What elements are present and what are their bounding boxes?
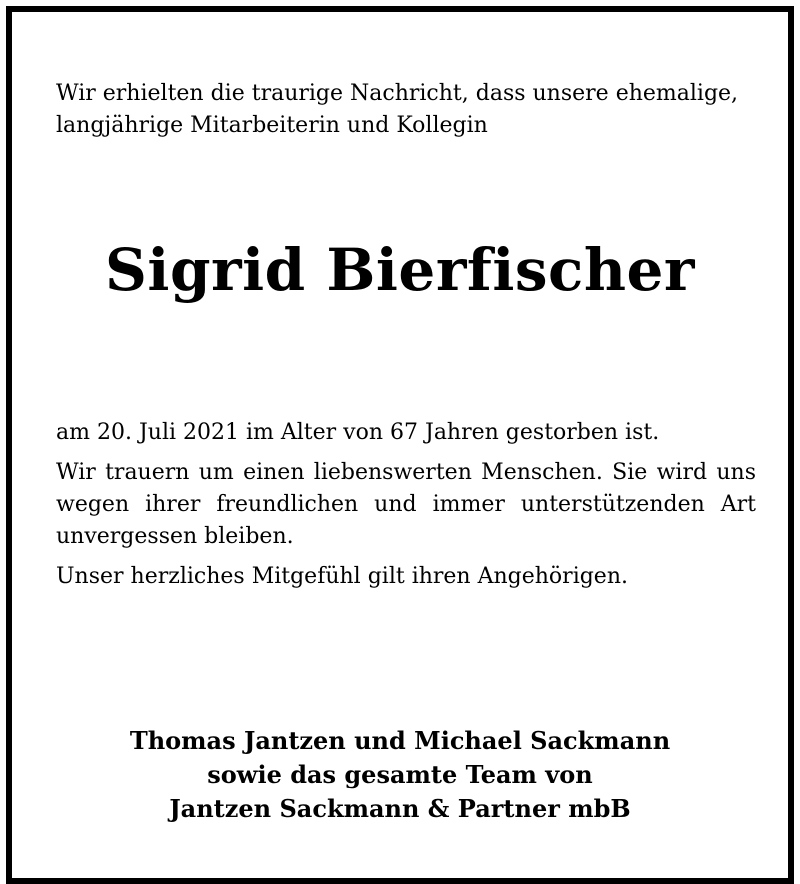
- signature-block: [12, 724, 788, 826]
- intro-line-2: langjährige Mitarbeiterin und Kollegin: [56, 113, 488, 138]
- intro-text: [56, 78, 756, 142]
- signature-line-1: Thomas Jantzen und Michael Sackmann: [129, 726, 671, 755]
- signature-line-3: Jantzen Sackmann & Partner mbB: [169, 794, 631, 823]
- signature-line-2: sowie das gesamte Team von: [207, 760, 593, 789]
- obituary-notice: [6, 6, 794, 884]
- condolence-line: Unser herzliches Mitgefühl gilt ihren Angehörigen.: [56, 564, 628, 589]
- notice-body: [56, 417, 756, 601]
- tribute-paragraph: Wir trauern um einen liebenswerten Menschen. Sie wird uns wegen ihrer freundlichen und immer unterstützenden Art unvergessen bleiben.: [56, 460, 756, 549]
- intro-line-1: Wir erhielten die traurige Nachricht, dass unsere ehemalige,: [56, 81, 739, 106]
- deceased-name: Sigrid Bierfischer: [105, 236, 695, 304]
- death-date-line: am 20. Juli 2021 im Alter von 67 Jahren gestorben ist.: [56, 420, 660, 445]
